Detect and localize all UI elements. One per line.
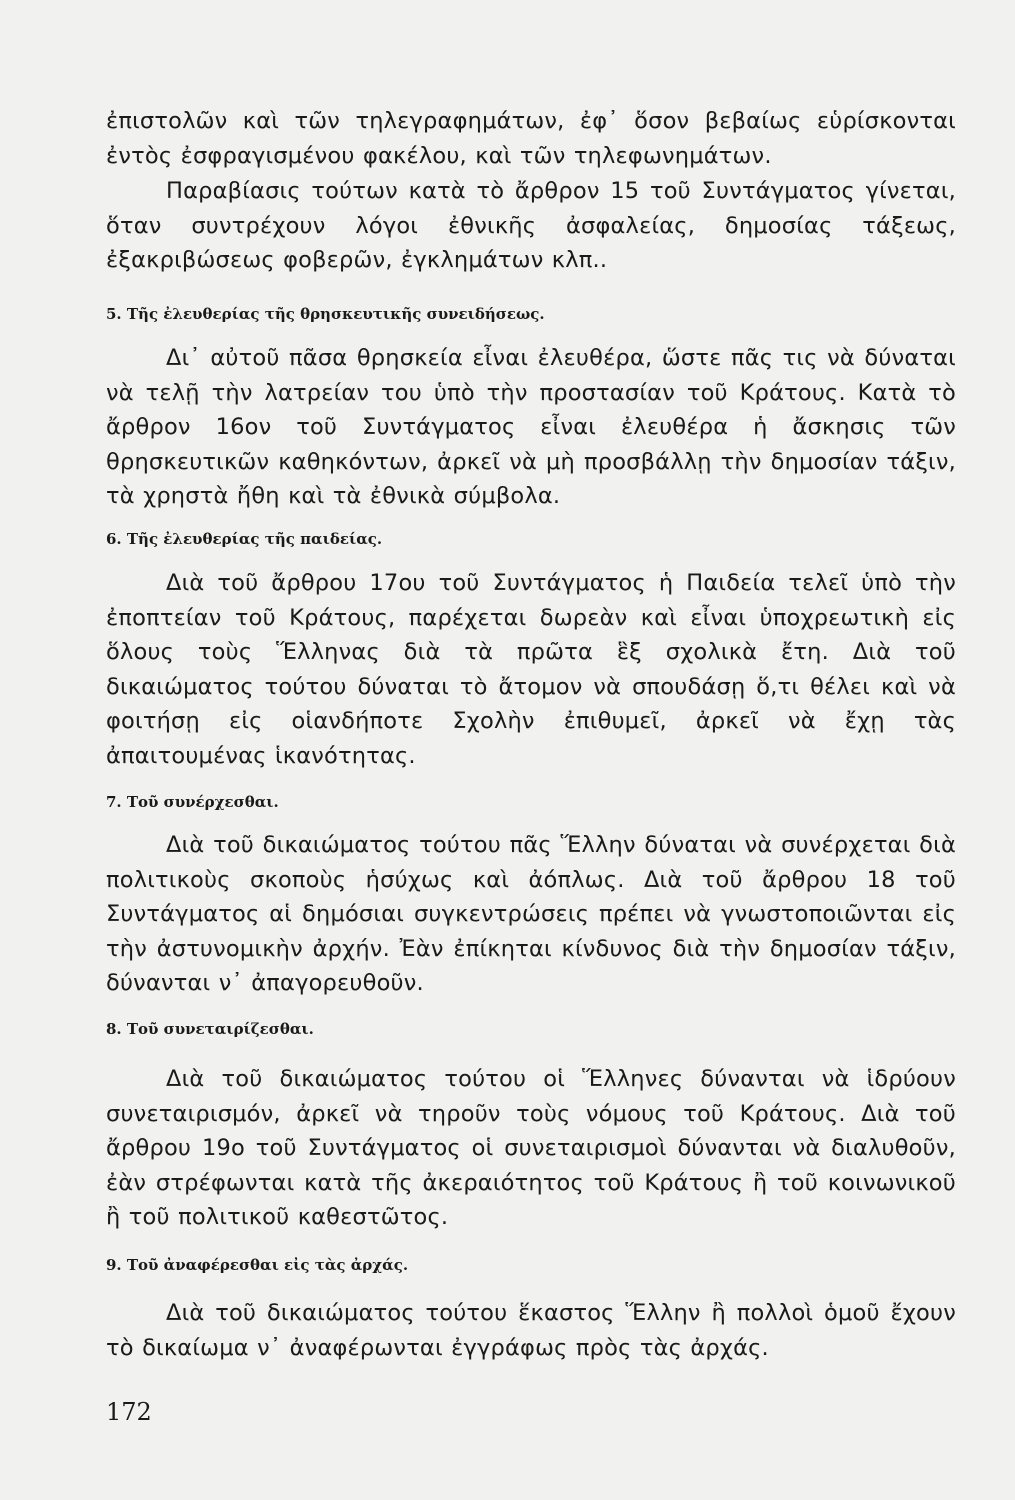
page-number: 172 [106,1398,152,1426]
paragraph-article-15: Παραβίασις τούτων κατὰ τὸ ἄρθρον 15 τοῦ Συντάγματος γίνεται, ὅταν συντρέχουν λόγοι ἐθνικῆς ἀσφαλείας, δημοσίας τάξεως, ἐξακριβώσεως φοβερῶν, ἐγκλημάτων κλπ.. [106,178,956,273]
paragraph-petition: Διὰ τοῦ δικαιώματος τούτου ἕκαστος Ἕλλην ἢ πολλοὶ ὁμοῦ ἔχουν τὸ δικαίωμα ν᾽ ἀναφέρωνται ἐγγράφως πρὸς τὰς ἀρχάς. [106,1300,956,1361]
paragraph-association: Διὰ τοῦ δικαιώματος τούτου οἱ Ἕλληνες δύνανται νὰ ἱδρύουν συνεταιρισμόν, ἀρκεῖ νὰ τηροῦν τοὺς νόμους τοῦ Κράτους. Διὰ τοῦ ἄρθρου 19ο τοῦ Συντάγματος οἱ συνεταιρισμοὶ δύνανται νὰ διαλυθοῦν, ἐὰν στρέφωνται κατὰ τῆς ἀκεραιότητος τοῦ Κράτους ἢ τοῦ κοινωνικοῦ ἢ τοῦ πολιτικοῦ καθεστῶτος. [106,1066,956,1230]
section-heading-7: 7. Τοῦ συνέρχεσθαι. [106,793,279,811]
section-heading-5: 5. Τῆς ἐλευθερίας τῆς θρησκευτικῆς συνειδήσεως. [106,305,545,323]
paragraph-education-freedom: Διὰ τοῦ ἄρθρου 17ου τοῦ Συντάγματος ἡ Παιδεία τελεῖ ὑπὸ τὴν ἐποπτείαν τοῦ Κράτους, παρέχεται δωρεὰν καὶ εἶναι ὑποχρεωτικὴ εἰς ὅλους τοὺς Ἕλληνας διὰ τὰ πρῶτα ἓξ σχολικὰ ἔτη. Διὰ τοῦ δικαιώματος τούτου δύναται τὸ ἄτομον νὰ σπουδάσῃ ὅ,τι θέλει καὶ νὰ φοιτήσῃ εἰς οἱανδήποτε Σχολὴν ἐπιθυμεῖ, ἀρκεῖ νὰ ἔχῃ τὰς ἀπαιτουμένας ἱκανότητας. [106,570,956,769]
page-content [106,100,956,1430]
section-heading-6: 6. Τῆς ἐλευθερίας τῆς παιδείας. [106,530,383,548]
section-heading-9: 9. Τοῦ ἀναφέρεσθαι εἰς τὰς ἀρχάς. [106,1256,409,1274]
paragraph-continuation: ἐπιστολῶν καὶ τῶν τηλεγραφημάτων, ἐφ᾽ ὅσον βεβαίως εὑρίσκονται ἐντὸς ἐσφραγισμένου φακέλου, καὶ τῶν τηλεφωνημάτων. [106,108,956,169]
paragraph-religious-freedom: Δι᾽ αὐτοῦ πᾶσα θρησκεία εἶναι ἐλευθέρα, ὥστε πᾶς τις νὰ δύναται νὰ τελῇ τὴν λατρείαν του ὑπὸ τὴν προστασίαν τοῦ Κράτους. Κατὰ τὸ ἄρθρον 16ον τοῦ Συντάγματος εἶναι ἐλευθέρα ἡ ἄσκησις τῶν θρησκευτικῶν καθηκόντων, ἀρκεῖ νὰ μὴ προσβάλλῃ τὴν δημοσίαν τάξιν, τὰ χρηστὰ ἤθη καὶ τὰ ἐθνικὰ σύμβολα. [106,345,956,509]
section-heading-8: 8. Τοῦ συνεταιρίζεσθαι. [106,1020,314,1038]
paragraph-assembly: Διὰ τοῦ δικαιώματος τούτου πᾶς Ἕλλην δύναται νὰ συνέρχεται διὰ πολιτικοὺς σκοποὺς ἡσύχως καὶ ἀόπλως. Διὰ τοῦ ἄρθρου 18 τοῦ Συντάγματος αἱ δημόσιαι συγκεντρώσεις πρέπει νὰ γνωστοποιῶνται εἰς τὴν ἀστυνομικὴν ἀρχήν. Ἐὰν ἐπίκηται κίνδυνος διὰ τὴν δημοσίαν τάξιν, δύνανται ν᾽ ἀπαγορευθοῦν. [106,832,956,996]
